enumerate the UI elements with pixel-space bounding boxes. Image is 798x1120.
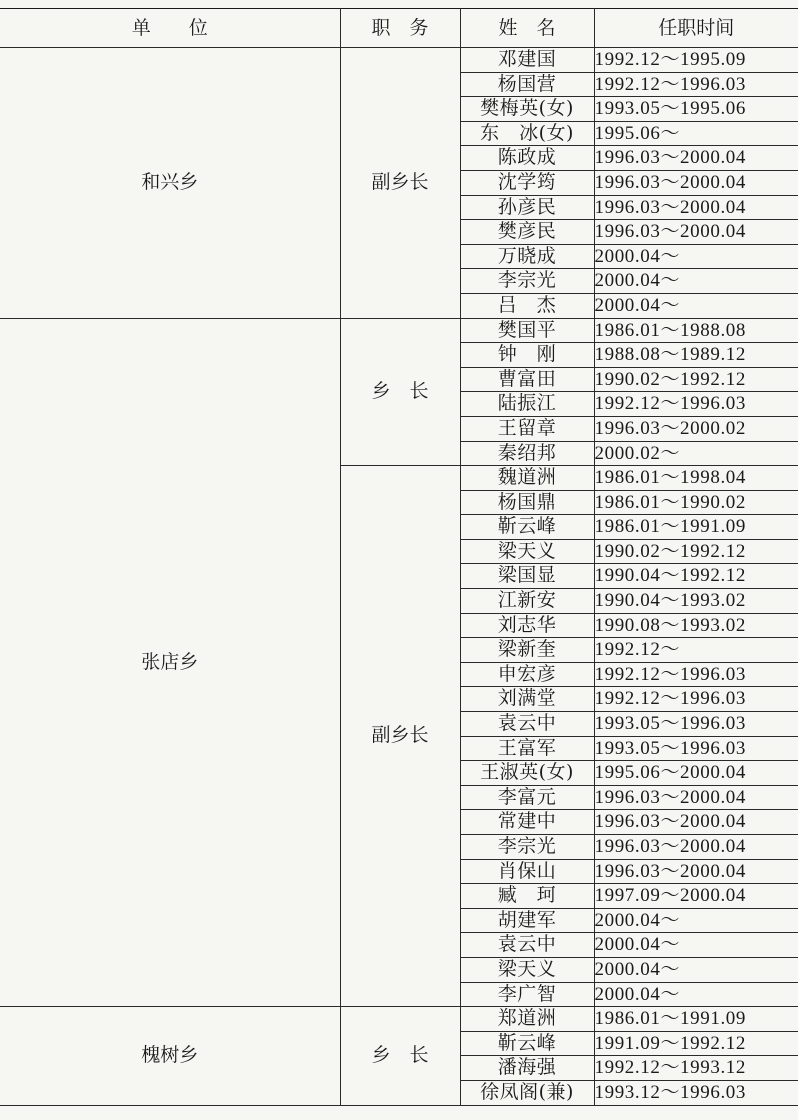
term-cell: 2000.04～: [594, 982, 798, 1007]
term-cell: 1993.12～1996.03: [594, 1080, 798, 1105]
term-cell: 1995.06～2000.04: [594, 761, 798, 786]
table-row: [0, 318, 798, 343]
name-cell: 沈学筠: [460, 170, 594, 195]
term-cell: 1986.01～1998.04: [594, 466, 798, 491]
name-cell: 杨国鼎: [460, 490, 594, 515]
name-cell: 秦绍邦: [460, 441, 594, 466]
term-cell: 2000.04～: [594, 244, 798, 269]
officials-roster-table: [0, 8, 798, 1106]
term-cell: 2000.04～: [594, 933, 798, 958]
term-cell: 1990.02～1992.12: [594, 539, 798, 564]
name-cell: 申宏彦: [460, 662, 594, 687]
header-name: 姓 名: [460, 9, 594, 48]
term-cell: 1996.03～2000.02: [594, 416, 798, 441]
name-cell: 王淑英(女): [460, 761, 594, 786]
name-cell: 梁新奎: [460, 638, 594, 663]
term-cell: 2000.02～: [594, 441, 798, 466]
name-cell: 陈政成: [460, 146, 594, 171]
table-row: [0, 1007, 798, 1032]
name-cell: 常建中: [460, 810, 594, 835]
term-cell: 1996.03～2000.04: [594, 810, 798, 835]
term-cell: 1995.06～: [594, 121, 798, 146]
name-cell: 樊彦民: [460, 220, 594, 245]
name-cell: 徐凤阁(兼): [460, 1080, 594, 1105]
name-cell: 靳云峰: [460, 515, 594, 540]
post-cell: 乡 长: [340, 1007, 460, 1105]
name-cell: 魏道洲: [460, 466, 594, 491]
term-cell: 1993.05～1995.06: [594, 97, 798, 122]
term-cell: 1990.04～1993.02: [594, 589, 798, 614]
term-cell: 1990.08～1993.02: [594, 613, 798, 638]
term-cell: 1996.03～2000.04: [594, 195, 798, 220]
term-cell: 1992.12～: [594, 638, 798, 663]
unit-cell: 槐树乡: [0, 1007, 340, 1105]
term-cell: 2000.04～: [594, 957, 798, 982]
name-cell: 胡建军: [460, 908, 594, 933]
term-cell: 1991.09～1992.12: [594, 1031, 798, 1056]
header-term: 任职时间: [594, 9, 798, 48]
name-cell: 梁天义: [460, 957, 594, 982]
term-cell: 1986.01～1990.02: [594, 490, 798, 515]
name-cell: 李富元: [460, 785, 594, 810]
name-cell: 江新安: [460, 589, 594, 614]
table-header-row: [0, 9, 798, 48]
term-cell: 1993.05～1996.03: [594, 736, 798, 761]
term-cell: 1996.03～2000.04: [594, 170, 798, 195]
name-cell: 曹富田: [460, 367, 594, 392]
name-cell: 袁云中: [460, 933, 594, 958]
term-cell: 1992.12～1996.03: [594, 72, 798, 97]
name-cell: 肖保山: [460, 859, 594, 884]
name-cell: 陆振江: [460, 392, 594, 417]
name-cell: 靳云峰: [460, 1031, 594, 1056]
term-cell: 1990.04～1992.12: [594, 564, 798, 589]
term-cell: 1996.03～2000.04: [594, 146, 798, 171]
term-cell: 1986.01～1991.09: [594, 515, 798, 540]
unit-cell: 和兴乡: [0, 48, 340, 319]
term-cell: 1996.03～2000.04: [594, 785, 798, 810]
name-cell: 潘海强: [460, 1056, 594, 1081]
term-cell: 1986.01～1988.08: [594, 318, 798, 343]
post-cell: 副乡长: [340, 48, 460, 319]
term-cell: 2000.04～: [594, 293, 798, 318]
term-cell: 1997.09～2000.04: [594, 884, 798, 909]
term-cell: 1996.03～2000.04: [594, 835, 798, 860]
name-cell: 邓建国: [460, 48, 594, 73]
name-cell: 李宗光: [460, 835, 594, 860]
name-cell: 王留章: [460, 416, 594, 441]
name-cell: 万晓成: [460, 244, 594, 269]
term-cell: 2000.04～: [594, 908, 798, 933]
name-cell: 王富军: [460, 736, 594, 761]
table-row: [0, 48, 798, 73]
name-cell: 钟 刚: [460, 343, 594, 368]
name-cell: 樊梅英(女): [460, 97, 594, 122]
term-cell: 1990.02～1992.12: [594, 367, 798, 392]
header-post: 职 务: [340, 9, 460, 48]
name-cell: 吕 杰: [460, 293, 594, 318]
term-cell: 1996.03～2000.04: [594, 859, 798, 884]
name-cell: 梁天义: [460, 539, 594, 564]
name-cell: 孙彦民: [460, 195, 594, 220]
name-cell: 东 冰(女): [460, 121, 594, 146]
term-cell: 1992.12～1993.12: [594, 1056, 798, 1081]
name-cell: 刘满堂: [460, 687, 594, 712]
header-unit: 单 位: [0, 9, 340, 48]
name-cell: 郑道洲: [460, 1007, 594, 1032]
name-cell: 李广智: [460, 982, 594, 1007]
unit-cell: 张店乡: [0, 318, 340, 1007]
term-cell: 1993.05～1996.03: [594, 712, 798, 737]
name-cell: 臧 珂: [460, 884, 594, 909]
term-cell: 1996.03～2000.04: [594, 220, 798, 245]
name-cell: 梁国显: [460, 564, 594, 589]
post-cell: 乡 长: [340, 318, 460, 466]
term-cell: 1986.01～1991.09: [594, 1007, 798, 1032]
term-cell: 1992.12～1995.09: [594, 48, 798, 73]
term-cell: 1992.12～1996.03: [594, 662, 798, 687]
term-cell: 1988.08～1989.12: [594, 343, 798, 368]
name-cell: 袁云中: [460, 712, 594, 737]
term-cell: 1992.12～1996.03: [594, 687, 798, 712]
table-body: [0, 48, 798, 1106]
post-cell: 副乡长: [340, 466, 460, 1007]
name-cell: 李宗光: [460, 269, 594, 294]
term-cell: 2000.04～: [594, 269, 798, 294]
name-cell: 刘志华: [460, 613, 594, 638]
name-cell: 樊国平: [460, 318, 594, 343]
name-cell: 杨国营: [460, 72, 594, 97]
term-cell: 1992.12～1996.03: [594, 392, 798, 417]
